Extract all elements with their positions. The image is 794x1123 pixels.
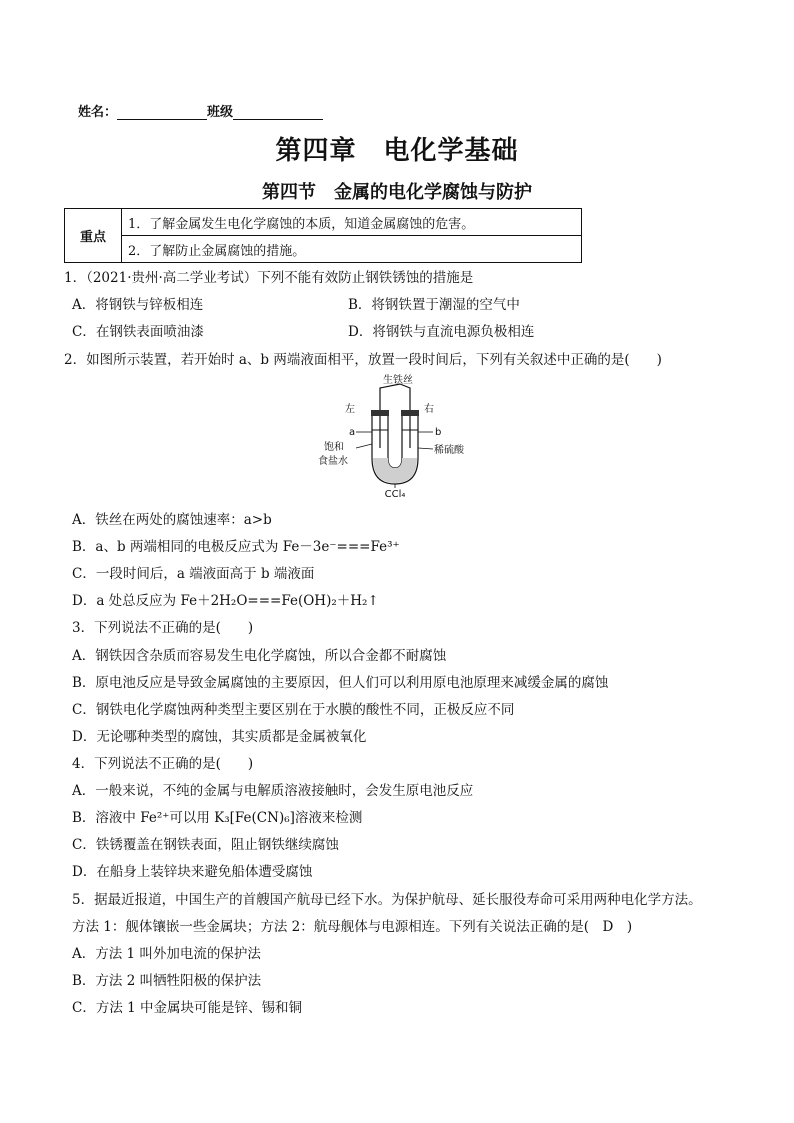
diagram-a-label: a [349,427,356,438]
question-1-option-b[interactable]: B．将钢铁置于潮湿的空气中 [348,297,520,313]
diagram-bottom-label: CCl₄ [384,489,406,500]
left-stopper [371,410,389,416]
question-5-option-b[interactable]: B．方法 2 叫牺牲阳极的保护法 [72,973,262,989]
chapter-title: 第四章 电化学基础 [275,136,519,166]
question-2-option-d[interactable]: D．a 处总反应为 Fe＋2H₂O===Fe(OH)₂＋H₂↑ [72,593,379,609]
diagram-left-label: 左 [345,404,355,415]
section-title: 第四节 金属的电化学腐蚀与防护 [262,182,532,203]
focus-item: 2．了解防止金属腐蚀的措施。 [122,236,582,263]
name-class-line [78,101,323,120]
question-2-option-c[interactable]: C．一段时间后，a 端液面高于 b 端液面 [72,566,315,582]
right-iron-wire [400,384,410,410]
question-1-option-c[interactable]: C．在钢铁表面喷油漆 [72,324,204,340]
diagram-top-label: 生铁丝 [383,375,413,386]
question-5-stem: 5．据最近报道，中国生产的首艘国产航母已经下水。为保护航母、延长服役寿命可采用两种电化学方法。 [72,892,702,908]
class-label: 班级 [207,105,234,120]
question-3-stem: 3．下列说法不正确的是( ) [72,620,254,636]
question-4-option-d[interactable]: D．在船身上装锌块来避免船体遭受腐蚀 [72,864,313,880]
question-5-stem-2: 方法 1：舰体镶嵌一些金属块；方法 2：航母舰体与电源相连。下列有关说法正确的是( D ) [72,919,633,935]
question-1-option-a[interactable]: A．将钢铁与锌板相连 [72,297,204,313]
left-iron-wire [380,384,400,410]
question-3-option-d[interactable]: D．无论哪种类型的腐蚀，其实质都是金属被氧化 [72,729,367,745]
focus-label: 重点 [65,209,122,263]
right-stopper [401,410,419,416]
u-tube-diagram [316,372,486,500]
diagram-left-liquid-1: 饱和 [324,442,344,453]
diagram-right-label: 右 [424,404,434,415]
question-4-stem: 4．下列说法不正确的是( ) [72,756,254,772]
name-blank[interactable] [117,105,207,120]
diagram-left-liquid-2: 食盐水 [318,456,348,467]
diagram-right-liquid: 稀硫酸 [434,445,464,456]
question-3-option-a[interactable]: A．钢铁因含杂质而容易发生电化学腐蚀，所以合金都不耐腐蚀 [72,648,447,664]
question-2-stem: 2．如图所示装置，若开始时 a、b 两端液面相平，放置一段时间后，下列有关叙述中正确的是( ) [64,352,662,368]
focus-item: 1．了解金属发生电化学腐蚀的本质，知道金属腐蚀的危害。 [122,209,582,236]
question-3-option-b[interactable]: B．原电池反应是导致金属腐蚀的主要原因，但人们可以利用原电池原理来减缓金属的腐蚀 [72,675,609,691]
name-label: 姓名： [78,105,118,120]
question-1-stem: 1．（2021·贵州·高二学业考试）下列不能有效防止钢铁锈蚀的措施是 [64,270,474,286]
question-4-option-c[interactable]: C．铁锈覆盖在钢铁表面，阻止钢铁继续腐蚀 [72,837,339,853]
question-2-option-b[interactable]: B．a、b 两端相同的电极反应式为 Fe－3e⁻===Fe³⁺ [72,539,400,555]
class-blank[interactable] [233,105,323,120]
question-4-option-b[interactable]: B．溶液中 Fe²⁺可以用 K₃[Fe(CN)₆]溶液来检测 [72,810,363,826]
question-5-option-a[interactable]: A．方法 1 叫外加电流的保护法 [72,946,261,962]
question-4-option-a[interactable]: A．一般来说，不纯的金属与电解质溶液接触时，会发生原电池反应 [72,783,474,799]
question-5-option-c[interactable]: C．方法 1 中金属块可能是锌、锡和铜 [72,1000,303,1016]
focus-table [64,208,582,263]
u-tube-inner [388,416,402,468]
question-2-option-a[interactable]: A．铁丝在两处的腐蚀速率：a>b [72,512,272,528]
diagram-b-label: b [435,427,442,438]
question-1-option-d[interactable]: D．将钢铁与直流电源负极相连 [348,324,535,340]
question-3-option-c[interactable]: C．钢铁电化学腐蚀两种类型主要区别在于水膜的酸性不同，正极反应不同 [72,702,515,718]
